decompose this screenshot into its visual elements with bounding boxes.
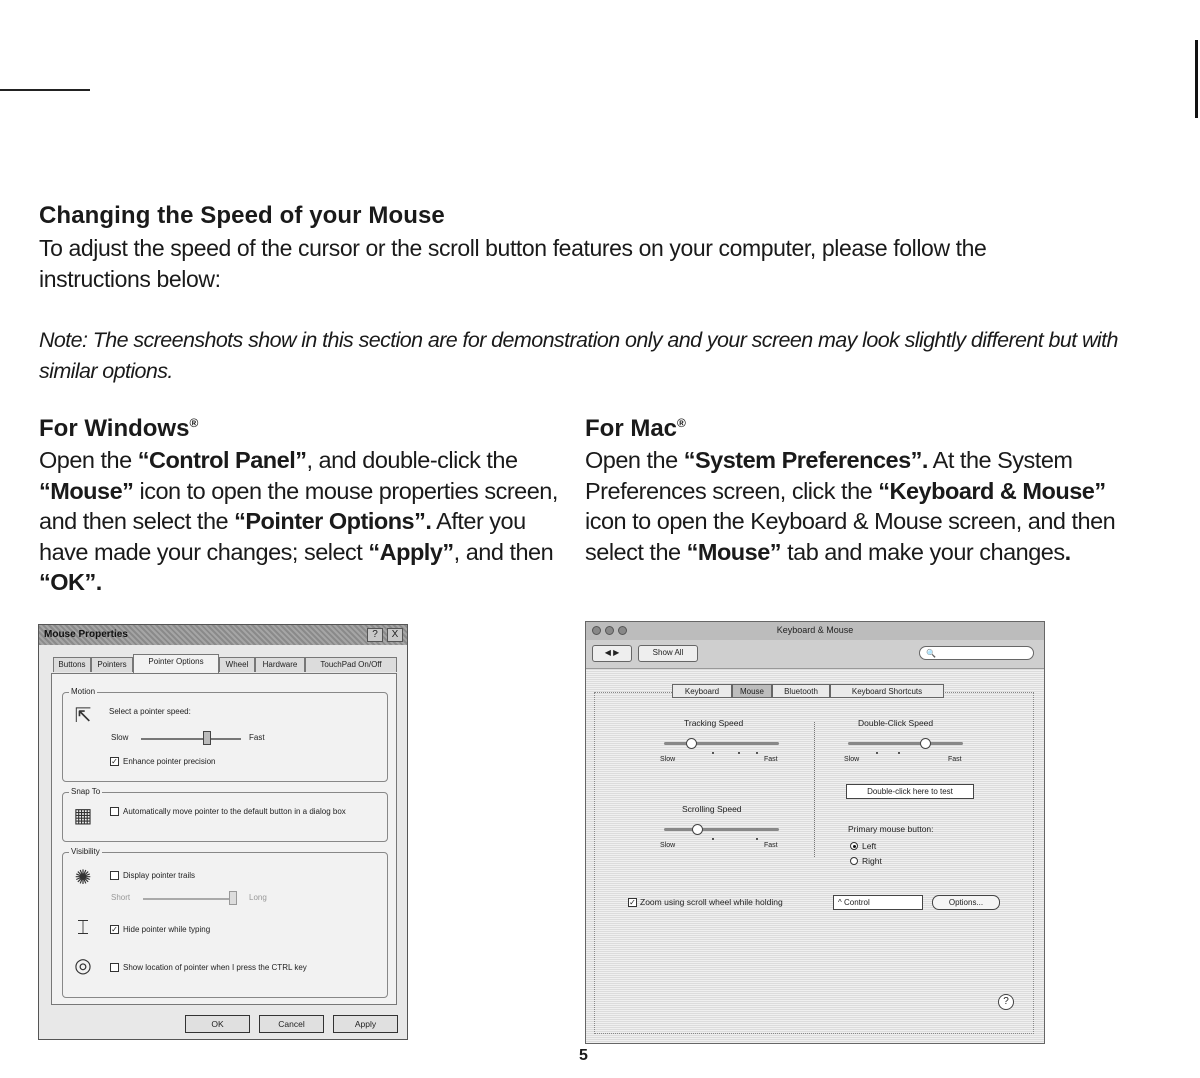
pointer-trails-icon: ✺ <box>74 867 92 889</box>
tick-mark <box>756 838 758 840</box>
pointer-trails-label: Display pointer trails <box>123 871 196 880</box>
toolbar <box>586 640 1044 669</box>
intro-paragraph: To adjust the speed of the cursor or the scroll button features on your computer, please follow the instructions below: <box>39 235 987 292</box>
primary-right-radio[interactable] <box>850 857 858 865</box>
snap-to-label: Automatically move pointer to the default button in a dialog box <box>123 807 346 816</box>
show-location-label: Show location of pointer when I press the CTRL key <box>123 963 307 972</box>
zoom-scroll-label: Zoom using scroll wheel while holding <box>640 897 783 907</box>
search-field[interactable]: 🔍 <box>919 646 1034 660</box>
fast-label: Fast <box>249 733 265 742</box>
double-click-speed-label: Double-Click Speed <box>858 718 934 728</box>
slow-label: Slow <box>111 733 129 742</box>
tab-keyboard-shortcuts[interactable]: Keyboard Shortcuts <box>830 684 944 698</box>
mac-heading: For Mac® <box>585 415 686 442</box>
zoom-modifier-select[interactable]: ^ Control <box>833 895 923 910</box>
tab-bluetooth[interactable]: Bluetooth <box>772 684 830 698</box>
snap-to-icon: ▦ <box>73 805 93 827</box>
scrolling-speed-thumb[interactable] <box>692 824 703 835</box>
visibility-group <box>62 847 388 998</box>
tab-buttons[interactable]: Buttons <box>53 657 91 672</box>
tab-panel <box>51 673 397 1005</box>
section-heading: Changing the Speed of your Mouse <box>39 202 445 229</box>
tracking-fast-label: Fast <box>764 756 778 763</box>
windows-heading: For Windows® <box>39 415 199 442</box>
trail-length-slider[interactable] <box>143 898 237 900</box>
top-rule <box>0 89 90 91</box>
mac-instructions: Open the “System Preferences”. At the System Preferences screen, click the “Keyboard & Mouse” icon to open the Keyboard & Mouse screen, and then select the “Mouse” tab and make your changes. <box>585 447 1116 565</box>
scrolling-slow-label: Slow <box>660 842 676 849</box>
primary-left-label: Left <box>862 841 877 851</box>
double-click-speed-slider[interactable] <box>848 742 963 745</box>
tab-pointer-options[interactable]: Pointer Options <box>133 654 219 673</box>
visibility-legend: Visibility <box>71 847 100 856</box>
hide-pointer-icon: ⌶ <box>77 917 89 939</box>
pointer-speed-icon: ⇱ <box>74 705 92 727</box>
window-title: Mouse Properties <box>44 629 128 640</box>
primary-left-radio[interactable] <box>850 842 858 850</box>
tick-mark <box>712 752 714 754</box>
double-click-speed-thumb[interactable] <box>920 738 931 749</box>
show-location-icon: ◎ <box>74 955 92 977</box>
windows-instructions: Open the “Control Panel”, and double-click the “Mouse” icon to open the mouse properties screen, and then select the “Pointer Options”. After you have made your changes; select “Apply”, and then “OK”. <box>39 447 558 596</box>
tracking-speed-label: Tracking Speed <box>684 718 744 728</box>
tick-mark <box>756 752 758 754</box>
help-button[interactable]: ? <box>367 628 383 642</box>
tab-wheel[interactable]: Wheel <box>219 657 255 672</box>
pointer-speed-thumb[interactable] <box>203 731 211 745</box>
apply-button[interactable]: Apply <box>333 1015 398 1033</box>
back-forward-button[interactable]: ◀ ▶ <box>592 645 632 662</box>
select-speed-label: Select a pointer speed: <box>109 707 191 716</box>
snap-to-group <box>62 787 388 842</box>
title-bar <box>39 625 407 645</box>
double-click-fast-label: Fast <box>948 756 962 763</box>
show-location-checkbox[interactable] <box>110 963 119 972</box>
tab-mouse[interactable]: Mouse <box>732 684 772 698</box>
mac-keyboard-mouse-screenshot <box>585 621 1045 1044</box>
ok-button[interactable]: OK <box>185 1015 250 1033</box>
tracking-slow-label: Slow <box>660 756 676 763</box>
tick-mark <box>898 752 900 754</box>
hide-pointer-checkbox[interactable]: ✓ <box>111 925 118 934</box>
tab-pointers[interactable]: Pointers <box>91 657 133 672</box>
note-paragraph: Note: The screenshots show in this section are for demonstration only and your screen may look slightly different but with similar options. <box>39 328 1118 383</box>
hide-pointer-label: Hide pointer while typing <box>123 925 211 934</box>
windows-mouse-properties-screenshot <box>38 624 408 1040</box>
enhance-precision-checkbox[interactable]: ✓ <box>111 757 118 766</box>
cancel-button[interactable]: Cancel <box>259 1015 324 1033</box>
pointer-speed-slider[interactable] <box>141 738 241 740</box>
double-click-test-field[interactable]: Double-click here to test <box>846 784 974 799</box>
options-button[interactable]: Options... <box>932 895 1000 910</box>
page-number: 5 <box>579 1047 588 1064</box>
trail-length-thumb[interactable] <box>229 891 237 905</box>
title-bar <box>586 622 1044 640</box>
tab-touchpad[interactable]: TouchPad On/Off <box>305 657 397 672</box>
edge-marker <box>1195 40 1198 118</box>
tick-mark <box>876 752 878 754</box>
zoom-scroll-checkbox[interactable]: ✓ <box>629 898 636 907</box>
long-label: Long <box>249 893 267 902</box>
tab-hardware[interactable]: Hardware <box>255 657 305 672</box>
snap-legend: Snap To <box>71 787 101 796</box>
tracking-speed-thumb[interactable] <box>686 738 697 749</box>
scrolling-speed-label: Scrolling Speed <box>682 804 742 814</box>
window-title: Keyboard & Mouse <box>776 625 854 635</box>
show-all-button[interactable]: Show All <box>638 645 698 662</box>
column-divider <box>814 722 815 857</box>
motion-legend: Motion <box>71 687 96 696</box>
tab-keyboard[interactable]: Keyboard <box>672 684 732 698</box>
short-label: Short <box>111 893 131 902</box>
primary-button-label: Primary mouse button: <box>848 824 934 834</box>
enhance-precision-label: Enhance pointer precision <box>123 757 216 766</box>
close-button[interactable]: X <box>387 628 403 642</box>
tick-mark <box>712 838 714 840</box>
snap-to-checkbox[interactable] <box>110 807 119 816</box>
motion-group <box>62 687 388 782</box>
primary-right-label: Right <box>862 856 882 866</box>
tracking-speed-slider[interactable] <box>664 742 779 745</box>
double-click-slow-label: Slow <box>844 756 860 763</box>
scrolling-fast-label: Fast <box>764 842 778 849</box>
scrolling-speed-slider[interactable] <box>664 828 779 831</box>
help-button[interactable]: ? <box>998 994 1014 1010</box>
pointer-trails-checkbox[interactable] <box>110 871 119 880</box>
tick-mark <box>738 752 740 754</box>
